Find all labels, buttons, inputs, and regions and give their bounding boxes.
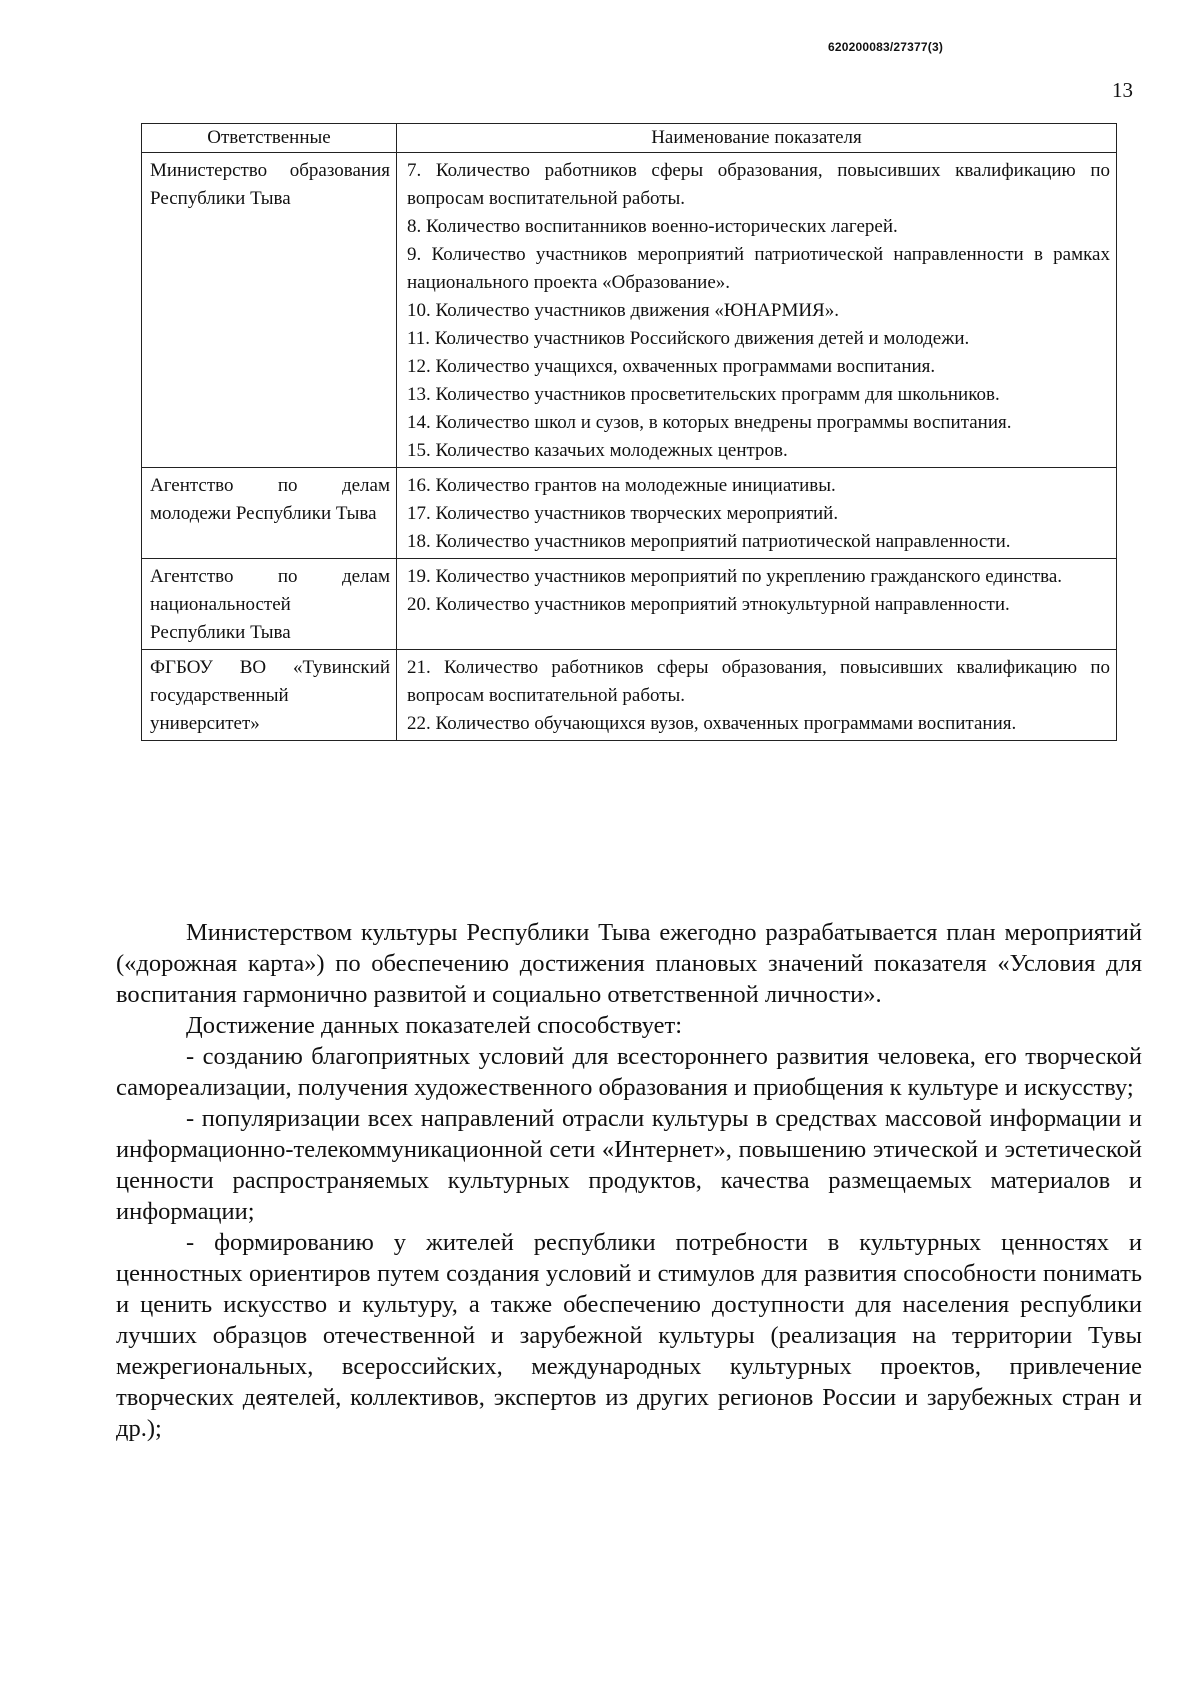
paragraph-lead: Достижение данных показателей способствует: — [186, 1012, 683, 1039]
body-text — [116, 917, 1142, 1444]
table-row — [142, 650, 1117, 741]
indicator-cell — [397, 650, 1117, 741]
indicator-item: 12. Количество учащихся, охваченных программами воспитания. — [407, 356, 936, 377]
responsible-cell: Агентство по делам национальностей Республики Тыва — [142, 559, 397, 650]
table-row — [142, 559, 1117, 650]
indicator-item: 14. Количество школ и сузов, в которых внедрены программы воспитания. — [407, 412, 1012, 433]
list-item: - формированию у жителей республики потребности в культурных ценностях и ценностных ориентиров путем создания условий и стимулов для развития способности понимать и ценить искусство и культуру, а также обеспечению доступности для населения республики лучших образцов отечественной и зарубежной культуры (реализация на территории Тувы межрегиональных, всероссийских, международных культурных проектов, привлечение творческих деятелей, коллективов, экспертов из других регионов России и зарубежных стран и др.); — [116, 1229, 1142, 1442]
indicator-item: 11. Количество участников Российского движения детей и молодежи. — [407, 328, 970, 349]
indicator-item: 20. Количество участников мероприятий этнокультурной направленности. — [407, 594, 1010, 615]
indicator-item: 13. Количество участников просветительских программ для школьников. — [407, 384, 1000, 405]
indicator-item: 18. Количество участников мероприятий патриотической направленности. — [407, 531, 1011, 552]
table-row — [142, 468, 1117, 559]
column-header-responsible: Ответственные — [142, 124, 397, 153]
list-item: - созданию благоприятных условий для всестороннего развития человека, его творческой самореализации, получения художественного образования и приобщения к культуре и искусству; — [116, 1043, 1142, 1101]
indicator-item: 15. Количество казачьих молодежных центров. — [407, 440, 788, 461]
page-number: 13 — [1112, 78, 1133, 102]
responsible-cell: ФГБОУ ВО «Тувинский государственный университет» — [142, 650, 397, 741]
table-row — [142, 153, 1117, 468]
indicators-table — [141, 123, 1117, 741]
column-header-indicator: Наименование показателя — [397, 124, 1117, 153]
indicator-item: 9. Количество участников мероприятий патриотической направленности в рамках национального проекта «Образование». — [407, 244, 1110, 293]
indicator-item: 10. Количество участников движения «ЮНАРМИЯ». — [407, 300, 839, 321]
indicator-cell — [397, 468, 1117, 559]
indicator-item: 7. Количество работников сферы образования, повысивших квалификацию по вопросам воспитательной работы. — [407, 160, 1110, 209]
indicator-item: 16. Количество грантов на молодежные инициативы. — [407, 475, 836, 496]
indicator-cell — [397, 153, 1117, 468]
indicator-item: 21. Количество работников сферы образования, повысивших квалификацию по вопросам воспитательной работы. — [407, 657, 1110, 706]
indicator-item: 19. Количество участников мероприятий по укреплению гражданского единства. — [407, 566, 1063, 587]
table-header-row — [142, 124, 1117, 153]
indicator-item: 8. Количество воспитанников военно-исторических лагерей. — [407, 216, 898, 237]
responsible-cell: Министерство образования Республики Тыва — [142, 153, 397, 468]
indicator-item: 22. Количество обучающихся вузов, охваченных программами воспитания. — [407, 713, 1017, 734]
paragraph-intro: Министерством культуры Республики Тыва ежегодно разрабатывается план мероприятий («дорожная карта») по обеспечению достижения плановых значений показателя «Условия для воспитания гармонично развитой и социально ответственной личности». — [116, 919, 1142, 1008]
indicator-item: 17. Количество участников творческих мероприятий. — [407, 503, 839, 524]
list-item: - популяризации всех направлений отрасли культуры в средствах массовой информации и информационно-телекоммуникационной сети «Интернет», повышению этической и эстетической ценности распространяемых культурных продуктов, качества размещаемых материалов и информации; — [116, 1105, 1142, 1225]
indicator-cell — [397, 559, 1117, 650]
responsible-cell: Агентство по делам молодежи Республики Тыва — [142, 468, 397, 559]
document-id: 620200083/27377(3) — [828, 40, 944, 54]
